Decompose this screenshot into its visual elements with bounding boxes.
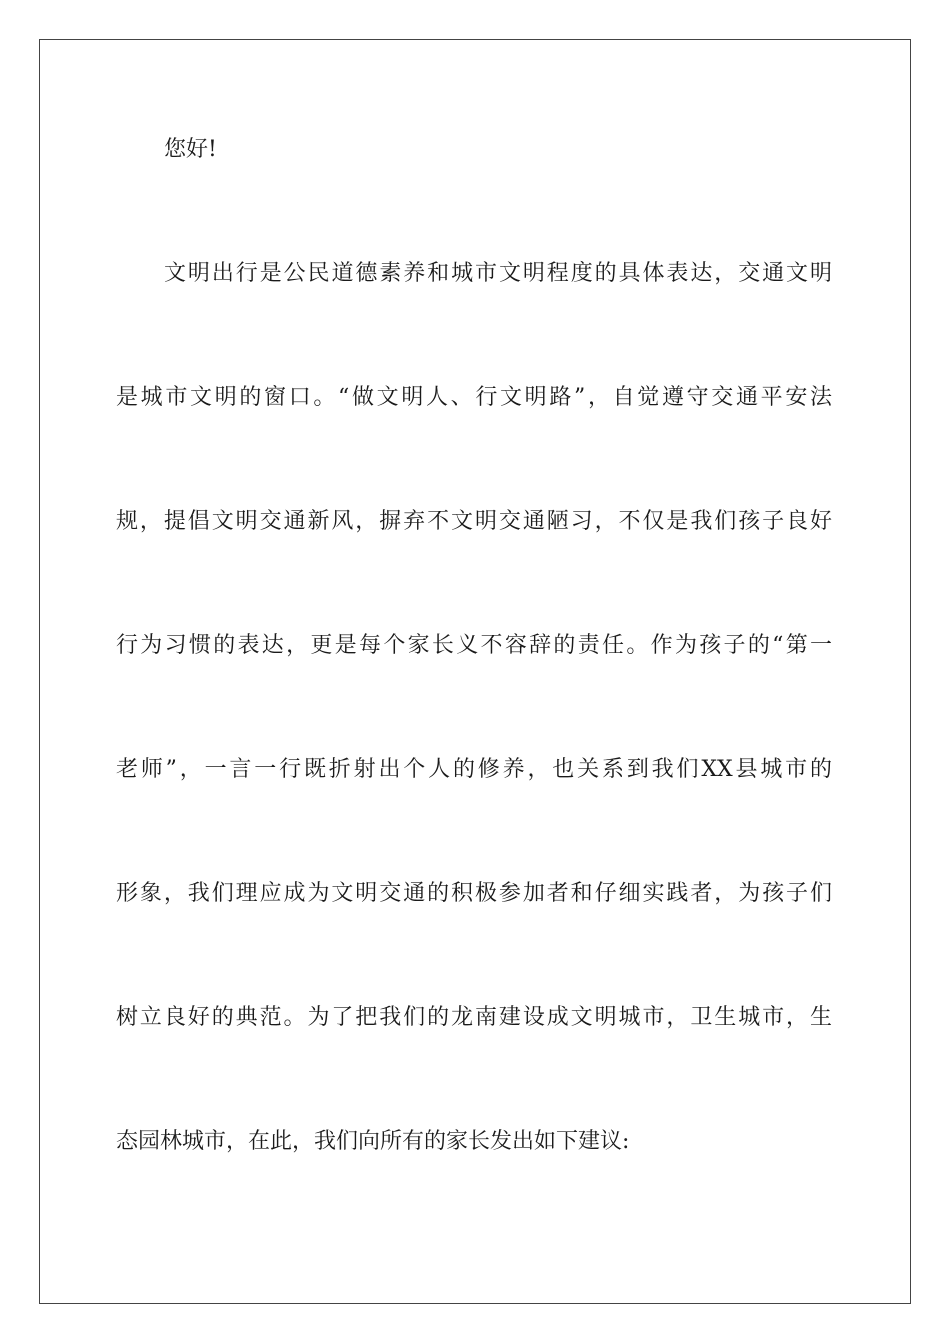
paragraph-line: 老师”，一言一行既折射出个人的修养，也关系到我们XX县城市的 (116, 757, 832, 782)
page-frame (39, 39, 911, 1304)
paragraph-line: 规，提倡文明交通新风，摒弃不文明交通陋习，不仅是我们孩子良好 (116, 509, 832, 534)
paragraph-line: 树立良好的典范。为了把我们的龙南建设成文明城市，卫生城市，生 (116, 1005, 832, 1030)
greeting-text: 您好! (164, 137, 217, 162)
paragraph-line: 形象，我们理应成为文明交通的积极参加者和仔细实践者，为孩子们 (116, 881, 832, 906)
paragraph-line: 行为习惯的表达，更是每个家长义不容辞的责任。作为孩子的“第一 (116, 633, 832, 658)
paragraph-line: 态园林城市，在此，我们向所有的家长发出如下建议: (116, 1129, 630, 1154)
paragraph-line: 是城市文明的窗口。“做文明人、行文明路”，自觉遵守交通平安法 (116, 385, 832, 410)
paragraph-line: 文明出行是公民道德素养和城市文明程度的具体表达，交通文明 (164, 261, 832, 286)
